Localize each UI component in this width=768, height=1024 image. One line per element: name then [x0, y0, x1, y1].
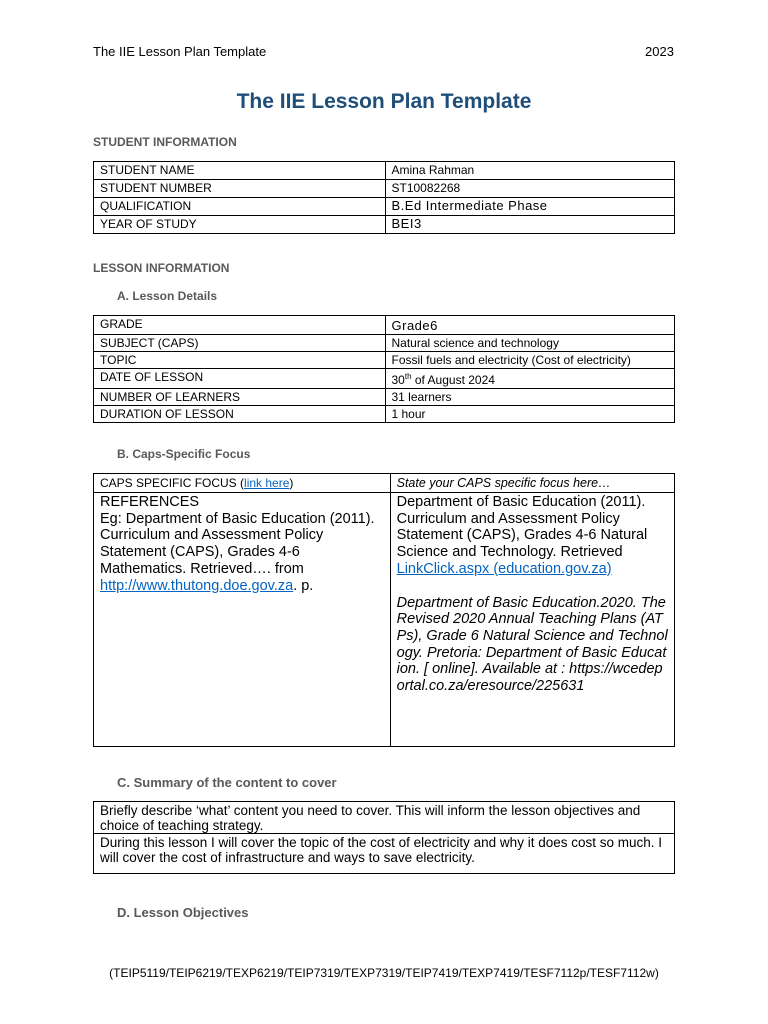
caps-heading: B. Caps-Specific Focus: [117, 447, 251, 461]
references-example: [100, 511, 384, 595]
year-of-study-label: YEAR OF STUDY: [94, 216, 386, 234]
grade-label: GRADE: [94, 316, 386, 335]
year-of-study-value: BEI3: [385, 216, 675, 234]
table-row: [94, 316, 675, 335]
table-row: [94, 834, 675, 874]
objectives-heading: D. Lesson Objectives: [117, 905, 249, 920]
table-row: [94, 389, 675, 406]
student-info-table: [93, 161, 675, 234]
date-value: [385, 369, 675, 389]
table-row: [94, 474, 675, 493]
lesson-info-heading: LESSON INFORMATION: [93, 261, 230, 275]
table-row: [94, 493, 675, 747]
table-row: [94, 802, 675, 834]
learners-value: 31 learners: [385, 389, 675, 406]
student-name-label: STUDENT NAME: [94, 162, 386, 180]
caps-focus-value: State your CAPS specific focus here…: [390, 474, 674, 493]
table-row: [94, 180, 675, 198]
student-info-heading: STUDENT INFORMATION: [93, 135, 237, 149]
duration-label: DURATION OF LESSON: [94, 406, 386, 423]
table-row: [94, 352, 675, 369]
student-number-value: ST10082268: [385, 180, 675, 198]
qualification-value: B.Ed Intermediate Phase: [385, 198, 675, 216]
references-example-post: . p.: [293, 577, 314, 594]
linkclick-link[interactable]: LinkClick.aspx (education.gov.za): [396, 560, 612, 577]
lesson-details-heading: A. Lesson Details: [117, 289, 218, 303]
topic-label: TOPIC: [94, 352, 386, 369]
table-row: [94, 216, 675, 234]
date-label: DATE OF LESSON: [94, 369, 386, 389]
date-day: 30: [391, 373, 405, 387]
references-example-cell: [94, 493, 391, 747]
summary-content: During this lesson I will cover the topic of the cost of electricity and why it does cost so much. I will cover the cost of infrastructure and ways to save electricity.: [94, 834, 675, 874]
table-row: [94, 198, 675, 216]
learners-label: NUMBER OF LEARNERS: [94, 389, 386, 406]
qualification-label: QUALIFICATION: [94, 198, 386, 216]
student-number-label: STUDENT NUMBER: [94, 180, 386, 198]
summary-instruction: Briefly describe ‘what’ content you need to cover. This will inform the lesson objectives and choice of teaching strategy.: [94, 802, 675, 834]
table-row: [94, 335, 675, 352]
lesson-details-table: [93, 315, 675, 423]
references-title: REFERENCES: [100, 494, 200, 510]
subject-value: Natural science and technology: [385, 335, 675, 352]
date-month-year: of August 2024: [411, 373, 495, 387]
header-left: The IIE Lesson Plan Template: [93, 44, 267, 59]
table-row: [94, 162, 675, 180]
table-row: [94, 369, 675, 389]
date-suffix: th: [404, 372, 412, 381]
caps-focus-label-close: ): [289, 476, 294, 490]
reference-2: Department of Basic Education.2020. The Revised 2020 Annual Teaching Plans (ATPs), Grade 6 Natural Science and Technology. Pretoria: Department of Basic Education. [ online]. Available at : https://wcedeportal.co.za/eresource/225631: [396, 594, 668, 695]
table-row: [94, 406, 675, 423]
summary-table: [93, 801, 675, 874]
thutong-link[interactable]: http://www.thutong.doe.gov.za: [100, 577, 294, 594]
references-cell: [390, 493, 674, 747]
topic-value: Fossil fuels and electricity (Cost of electricity): [385, 352, 675, 369]
subject-label: SUBJECT (CAPS): [94, 335, 386, 352]
duration-value: 1 hour: [385, 406, 675, 423]
student-name-value: Amina Rahman: [385, 162, 675, 180]
caps-link[interactable]: link here: [244, 476, 290, 490]
caps-focus-label-text: CAPS SPECIFIC FOCUS (: [100, 476, 245, 490]
reference-1-text: Department of Basic Education (2011). Curriculum and Assessment Policy Statement (CAPS), Grades 4-6 Natural Science and Technology. Retrieved: [396, 494, 648, 561]
grade-value: Grade6: [385, 316, 675, 335]
caps-table: [93, 473, 675, 747]
references-example-text: Eg: Department of Basic Education (2011). Curriculum and Assessment Policy Statement (CAPS), Grades 4-6 Mathematics. Retrieved…. from: [100, 510, 375, 577]
footer-codes: (TEIP5119/TEIP6219/TEXP6219/TEIP7319/TEXP7319/TEIP7419/TEXP7419/TESF7112p/TESF7112w): [109, 966, 659, 980]
caps-focus-label: [94, 474, 391, 493]
header-year: 2023: [645, 44, 674, 59]
page-title: The IIE Lesson Plan Template: [236, 90, 532, 113]
summary-heading: C. Summary of the content to cover: [117, 775, 337, 790]
reference-1: [397, 494, 668, 578]
